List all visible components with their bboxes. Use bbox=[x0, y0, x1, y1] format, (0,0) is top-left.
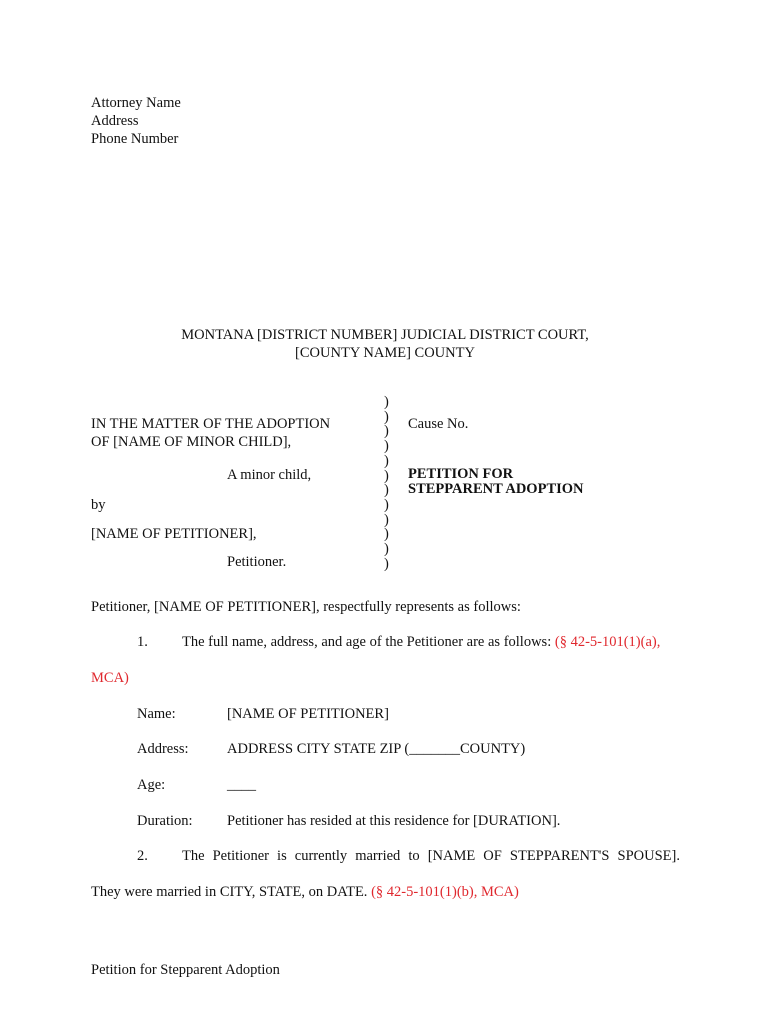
paren: ) bbox=[384, 496, 389, 513]
item-1-citation-cont: MCA) bbox=[91, 670, 129, 686]
court-name: MONTANA [DISTRICT NUMBER] JUDICIAL DISTRICT COURT, bbox=[181, 327, 589, 343]
by-label: by bbox=[91, 497, 106, 513]
cause-number: Cause No. bbox=[408, 416, 469, 432]
attorney-name: Attorney Name bbox=[91, 95, 181, 111]
field-label-duration: Duration: bbox=[137, 813, 193, 829]
paren: ) bbox=[384, 526, 389, 543]
paren: ) bbox=[384, 541, 389, 558]
attorney-address: Address bbox=[91, 113, 139, 129]
matter-line-2: OF [NAME OF MINOR CHILD], bbox=[91, 434, 292, 450]
attorney-phone: Phone Number bbox=[91, 131, 179, 147]
paren: ) bbox=[384, 482, 389, 499]
item-2-statement: They were married in CITY, STATE, on DATE. bbox=[91, 884, 368, 900]
field-label-age: Age: bbox=[137, 777, 166, 793]
caption-divider bbox=[384, 395, 396, 571]
field-value-duration: Petitioner has resided at this residence for [DURATION]. bbox=[227, 813, 561, 829]
field-value-name: [NAME OF PETITIONER] bbox=[227, 706, 389, 722]
page-footer-title: Petition for Stepparent Adoption bbox=[91, 962, 280, 978]
intro-paragraph: Petitioner, [NAME OF PETITIONER], respectfully represents as follows: bbox=[91, 599, 521, 615]
item-2-citation: (§ 42-5-101(1)(b), MCA) bbox=[371, 884, 519, 900]
field-value-age: ____ bbox=[227, 777, 256, 793]
item-2-text: The Petitioner is currently married to [NAME OF STEPPARENT'S SPOUSE]. bbox=[182, 848, 680, 864]
paren: ) bbox=[384, 408, 389, 425]
paren: ) bbox=[384, 423, 389, 440]
court-county: [COUNTY NAME] COUNTY bbox=[295, 345, 475, 361]
paren: ) bbox=[384, 555, 389, 572]
item-1-statement: The full name, address, and age of the Petitioner are as follows: bbox=[182, 634, 552, 650]
item-1-citation: (§ 42-5-101(1)(a), bbox=[554, 634, 661, 650]
matter-line-1: IN THE MATTER OF THE ADOPTION bbox=[91, 416, 331, 432]
minor-child-label: A minor child, bbox=[227, 467, 312, 483]
item-1-number: 1. bbox=[137, 634, 148, 650]
document-title-line-2: STEPPARENT ADOPTION bbox=[408, 481, 584, 497]
paren: ) bbox=[384, 511, 389, 528]
field-label-name: Name: bbox=[137, 706, 176, 722]
item-2-continuation bbox=[91, 883, 519, 901]
paren: ) bbox=[384, 452, 389, 469]
field-label-address: Address: bbox=[137, 741, 189, 757]
petitioner-name: [NAME OF PETITIONER], bbox=[91, 526, 257, 542]
field-value-address: ADDRESS CITY STATE ZIP (_______COUNTY) bbox=[227, 741, 526, 757]
item-2-number: 2. bbox=[137, 848, 148, 864]
document-title-line-1: PETITION FOR bbox=[408, 466, 514, 482]
paren: ) bbox=[384, 394, 389, 410]
paren: ) bbox=[384, 467, 389, 484]
paren: ) bbox=[384, 438, 389, 455]
petitioner-label: Petitioner. bbox=[227, 554, 287, 570]
item-1-text bbox=[182, 633, 660, 651]
